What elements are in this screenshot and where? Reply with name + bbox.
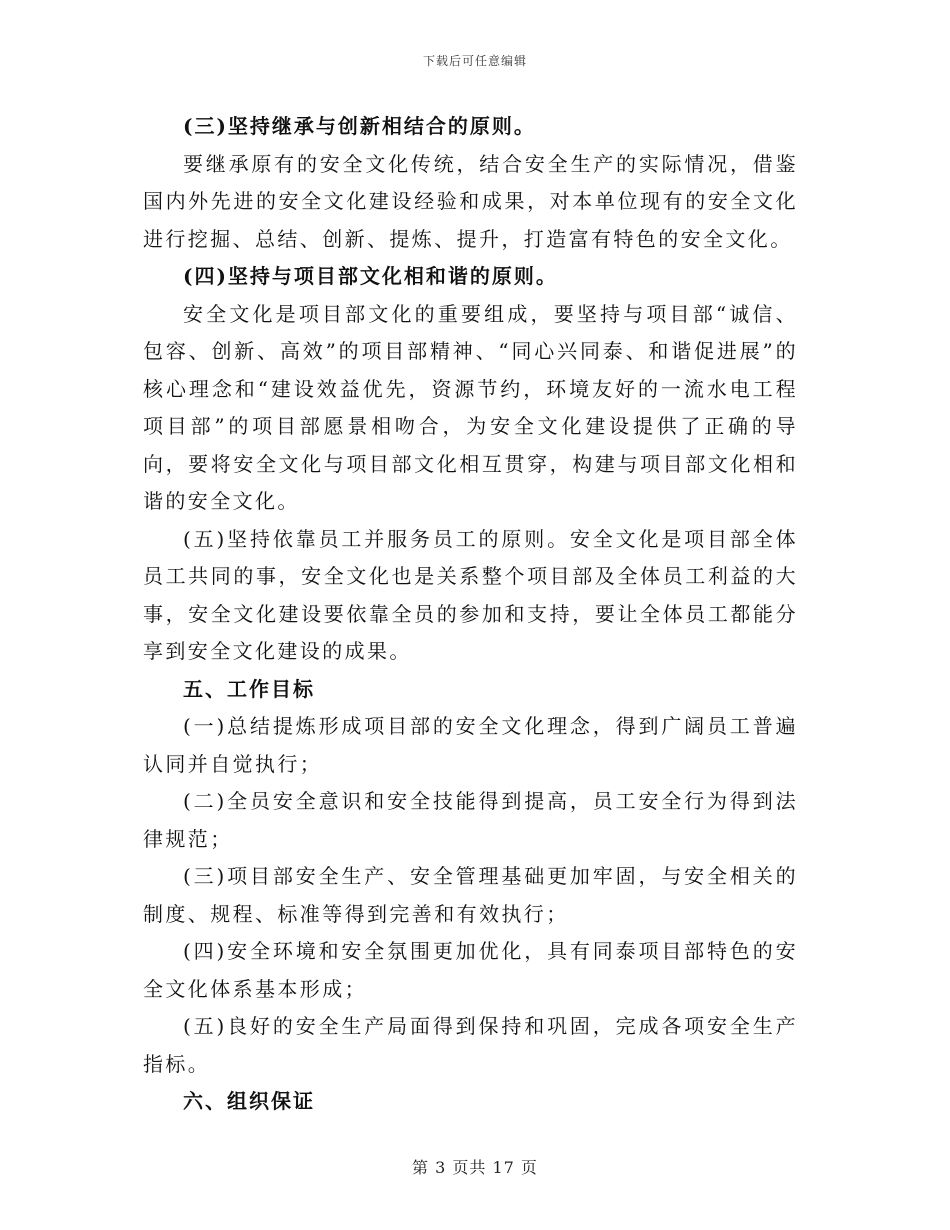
goal-item-5: (五)良好的安全生产局面得到保持和巩固，完成各项安全生产指标。: [143, 1014, 798, 1076]
section-heading-principle-4: (四)坚持与项目部文化相和谐的原则。: [183, 264, 558, 288]
section-heading-organization: 六、组织保证: [183, 1089, 315, 1113]
page-header-note: 下载后可任意编辑: [422, 54, 527, 68]
section-heading-work-goals: 五、工作目标: [183, 676, 315, 701]
goal-item-3: (三)项目部安全生产、安全管理基础更加牢固，与安全相关的制度、规程、标准等得到完善和有效执行；: [143, 864, 798, 926]
goal-item-1: (一)总结提炼形成项目部的安全文化理念，得到广阔员工普遍认同并自觉执行；: [143, 714, 798, 776]
paragraph-principle-5: (五)坚持依靠员工并服务员工的原则。安全文化是项目部全体员工共同的事，安全文化也是关系整个项目部及全体员工利益的大事，安全文化建设要依靠全员的参加和支持，要让全体员工都能分享到安全文化建设的成果。: [143, 526, 798, 663]
document-body: [143, 108, 798, 1121]
goal-item-4: (四)安全环境和安全氛围更加优化，具有同泰项目部特色的安全文化体系基本形成；: [143, 939, 798, 1001]
page-number: 第 3 页共 17 页: [412, 1158, 538, 1177]
paragraph-principle-4-body: 安全文化是项目部文化的重要组成，要坚持与项目部“诚信、包容、创新、高效”的项目部精神、“同心兴同泰、和谐促进展”的核心理念和“建设效益优先，资源节约，环境友好的一流水电工程项目部”的项目部愿景相吻合，为安全文化建设提供了正确的导向，要将安全文化与项目部文化相互贯穿，构建与项目部文化相和谐的安全文化。: [143, 301, 798, 513]
section-heading-principle-3: (三)坚持继承与创新相结合的原则。: [183, 114, 536, 138]
paragraph-principle-3-body: 要继承原有的安全文化传统，结合安全生产的实际情况，借鉴国内外先进的安全文化建设经验和成果，对本单位现有的安全文化进行挖掘、总结、创新、提炼、提升，打造富有特色的安全文化。: [143, 151, 798, 251]
goal-item-2: (二)全员安全意识和安全技能得到提高，员工安全行为得到法律规范；: [143, 789, 798, 851]
